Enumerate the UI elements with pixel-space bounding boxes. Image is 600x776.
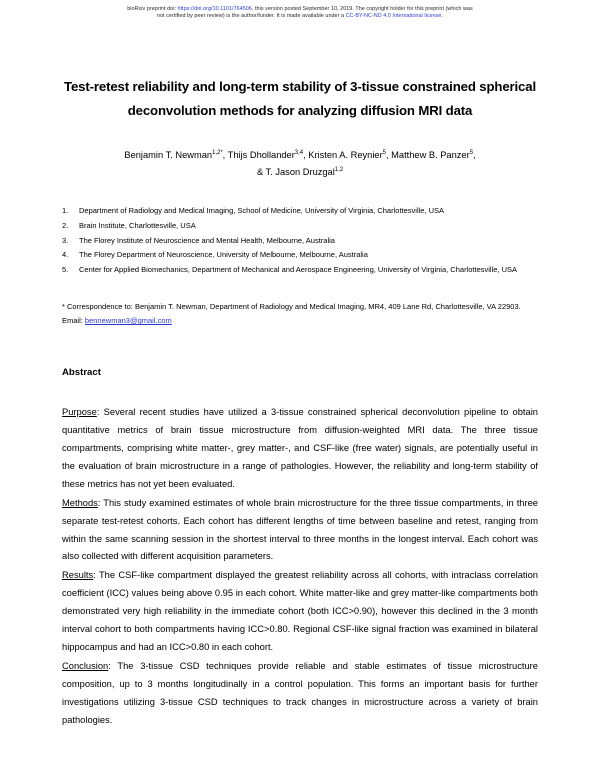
affiliation-number: 1. — [62, 205, 69, 215]
abstract-text-methods: : This study examined estimates of whole brain microstructure for the three tissue compartments, in three separate test-retest cohorts. Each cohort has different lengths of time between baseline and retest, ranging from within the same scanning session in the shortest interval to three months in the longest interval. Each cohort was also collected with different acquisition parameters. — [62, 497, 538, 562]
affiliation-text: Center for Applied Biomechanics, Department of Mechanical and Aerospace Engineering, University of Virginia, Charlottesville, USA — [79, 265, 518, 275]
abstract-section-conclusion — [62, 658, 538, 730]
author-druzgal: & T. Jason Druzgal — [256, 166, 335, 177]
author-panzer: , Matthew B. Panzer — [385, 150, 470, 161]
correspondence-text: * Correspondence to: Benjamin T. Newman, Department of Radiology and Medical Imaging, MR4, 409 Lane Rd, Charlottesville, VA 22903. Email: — [62, 301, 521, 326]
banner-certify-text: not certified by peer review) is the author/funder. It is made available under a — [156, 13, 346, 20]
author-dhollander: , Thijs Dhollander — [222, 150, 295, 161]
abstract-text-conclusion: : The 3-tissue CSD techniques provide reliable and stable estimates of tissue microstructure composition, up to 3 months longitudinally in a control population. This forms an important basis for further investigations utilizing 3-tissue CSD techniques to track changes in microstructure across a variety of brain pathologies. — [62, 661, 538, 725]
title-line-2: deconvolution methods for analyzing diffusion MRI data — [127, 102, 473, 118]
author-line1-comma: , — [473, 150, 476, 161]
abstract-text-purpose: : Several recent studies have utilized a 3-tissue constrained spherical deconvolution pipeline to obtain quantitative metrics of brain tissue microstructure from diffusion-weighted MRI data. The three tissue compartments, comprising white matter-, grey matter-, and CSF-like (free water) signals, are potentially useful in the evaluation of brain microstructure in a range of pathologies. However, the reliability and long-term stability of these metrics has not yet been evaluated. — [62, 406, 538, 489]
author-newman-affil: 1,2* — [212, 150, 223, 157]
affiliation-text: The Florey Department of Neuroscience, University of Melbourne, Melbourne, Australia — [79, 250, 368, 260]
doi-link[interactable]: https://doi.org/10.1101/764506 — [177, 6, 252, 12]
affiliation-number: 3. — [62, 235, 69, 245]
affiliation-number: 5. — [62, 265, 69, 275]
banner-line-2 — [42, 13, 558, 20]
author-panzer-affil: 5 — [469, 150, 474, 157]
preprint-banner — [0, 0, 600, 20]
abstract-label-conclusion: Conclusion — [62, 661, 109, 672]
abstract-label-methods: Methods — [62, 497, 98, 508]
affiliation-number: 2. — [62, 220, 69, 230]
correspondence-note — [62, 300, 538, 329]
author-reynier: , Kristen A. Reynier — [303, 150, 383, 161]
abstract-section-purpose — [62, 404, 538, 494]
page-title — [60, 75, 540, 122]
abstract-heading: Abstract — [62, 366, 101, 378]
abstract-section-methods — [62, 495, 538, 567]
abstract-label-purpose: Purpose — [62, 406, 97, 417]
license-link[interactable]: CC-BY-NC-ND 4.0 International license — [345, 13, 442, 20]
author-line-1 — [55, 147, 545, 163]
abstract-text-results: : The CSF-like compartment displayed the greatest reliability across all cohorts, with intraclass correlation coefficient (ICC) values being above 0.95 in each cohort. White matter-like and grey matter-like compartments both demonstrated very high reliability in the immediate cohort (both ICC>0.90), however this declined in the 3 month interval cohort to both compartments having ICC>0.80. Regional CSF-like signal fraction was examined in bilateral hippocampus and had an ICC>0.80 in each cohort. — [62, 570, 538, 653]
email-link[interactable]: bennewman3@gmail.com — [84, 316, 172, 326]
affiliation-number: 4. — [62, 250, 69, 260]
banner-doi-prefix: bioRxiv preprint doi: — [127, 6, 178, 12]
affiliation-text: Brain Institute, Charlottesville, USA — [79, 220, 196, 230]
affiliation-item — [62, 204, 540, 218]
banner-line2-end: . — [441, 13, 444, 20]
author-newman: Benjamin T. Newman — [124, 150, 213, 161]
banner-line-1 — [42, 6, 558, 13]
abstract-label-results: Results — [62, 570, 94, 581]
banner-posted-text: . this version posted September 10, 2019. The copyright holder for this preprint (which was — [251, 6, 473, 12]
affiliation-item — [62, 219, 540, 233]
affiliation-item — [62, 263, 540, 277]
author-line-2 — [55, 164, 545, 180]
affiliation-text: The Florey Institute of Neuroscience and Mental Health, Melbourne, Australia — [79, 235, 335, 245]
author-druzgal-affil: 1,2 — [334, 166, 344, 173]
affiliation-list — [0, 204, 600, 278]
author-dhollander-affil: 3,4 — [294, 150, 304, 157]
affiliation-item — [62, 248, 540, 262]
author-list — [55, 147, 545, 180]
affiliation-item — [62, 234, 540, 248]
abstract-section-results — [62, 567, 538, 657]
abstract-body — [62, 404, 538, 730]
title-line-1: Test-retest reliability and long-term stability of 3-tissue constrained spherical — [64, 79, 536, 95]
author-reynier-affil: 5 — [382, 150, 386, 157]
affiliation-text: Department of Radiology and Medical Imaging, School of Medicine, University of Virginia, Charlottesville, USA — [79, 205, 445, 215]
